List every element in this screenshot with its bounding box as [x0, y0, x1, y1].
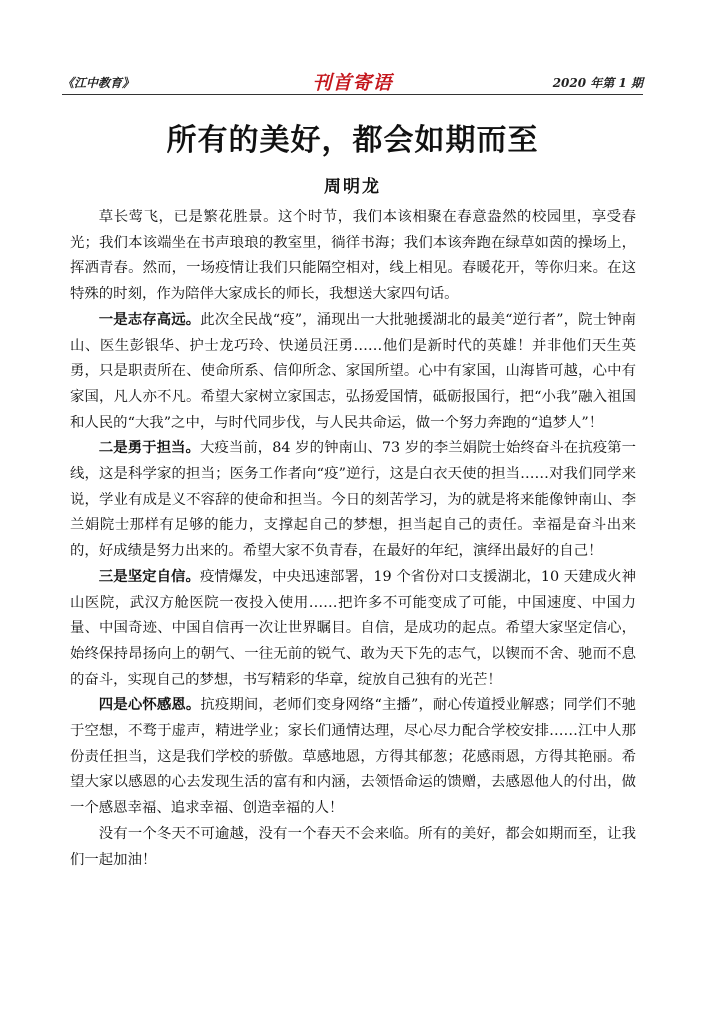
article-body: [70, 205, 636, 873]
paragraph-lead: 一是志存高远。: [98, 311, 201, 328]
column-title: 刊首寄语: [312, 72, 393, 94]
paragraph-point-4: [70, 693, 636, 822]
issue-number: 2020 年第 1 期: [552, 76, 643, 90]
paragraph-lead: 二是勇于担当。: [98, 440, 200, 457]
paragraph-text: 草长莺飞，已是繁花胜景。这个时节，我们本该相聚在春意盎然的校园里，享受春光；我们本该端坐在书声琅琅的教室里，徜徉书海；我们本该奔跑在绿草如茵的操场上，挥洒青春。然而，一场疫情让我们只能隔空相对，线上相见。春暖花开，等你归来。在这特殊的时刻，作为陪伴大家成长的师长，我想送大家四句话。: [70, 209, 636, 303]
article-title: 所有的美好，都会如期而至: [166, 123, 539, 158]
paragraph-point-3: [70, 565, 636, 694]
header-divider: [62, 94, 643, 95]
journal-name: 《江中教育》: [62, 76, 135, 90]
paragraph-text: 大疫当前，84 岁的钟南山、73 岁的李兰娟院士始终奋斗在抗疫第一线，这是科学家的担当；医务工作者向“疫”逆行，这是白衣天使的担当……对我们同学来说，学业有成是义不容辞的使命和担当。今日的刻苦学习，为的就是将来能像钟南山、李兰娟院士那样有足够的能力，支撑起自己的梦想，担当起自己的责任。幸福是奋斗出来的，好成绩是努力出来的。希望大家不负青春，在最好的年纪，演绎出最好的自己！: [70, 440, 636, 560]
paragraph-lead: 四是心怀感恩。: [98, 697, 201, 714]
paragraph-text: 抗疫期间，老师们变身网络“主播”，耐心传道授业解惑；同学们不驰于空想，不骛于虚声，精进学业；家长们通情达理，尽心尽力配合学校安排……江中人那份责任担当，这是我们学校的骄傲。草感地恩，方得其郁葱；花感雨恩，方得其艳丽。希望大家以感恩的心去发现生活的富有和内涵，去领悟命运的馈赠，去感恩他人的付出，做一个感恩幸福、追求幸福、创造幸福的人！: [70, 697, 636, 817]
paragraph-text: 没有一个冬天不可逾越，没有一个春天不会来临。所有的美好，都会如期而至，让我们一起加油！: [70, 825, 636, 868]
paragraph-intro: [70, 205, 636, 308]
paragraph-text: 疫情爆发，中央迅速部署，19 个省份对口支援湖北，10 天建成火神山医院，武汉方舱医院一夜投入使用……把许多不可能变成了可能，中国速度、中国力量、中国奇迹、中国自信再一次让世界瞩目。自信，是成功的起点。希望大家坚定信心，始终保持昂扬向上的朝气、一往无前的锐气、敢为天下先的志气，以锲而不舍、驰而不息的奋斗，实现自己的梦想，书写精彩的华章，绽放自己独有的光芒！: [70, 568, 636, 688]
paragraph-lead: 三是坚定自信。: [98, 568, 200, 585]
page-header: [62, 68, 643, 94]
article-author: 周明龙: [324, 177, 381, 197]
paragraph-text: 此次全民战“疫”，涌现出一大批驰援湖北的最美“逆行者”，院士钟南山、医生彭银华、护士龙巧玲、快递员汪勇……他们是新时代的英雄！并非他们天生英勇，只是职责所在、使命所系、信仰所念、家国所望。心中有家国，山海皆可越，心中有家国，凡人亦不凡。希望大家树立家国志，弘扬爱国情，砥砺报国行，把“小我”融入祖国和人民的“大我”之中，与时代同步伐，与人民共命运，做一个努力奔跑的“追梦人”！: [70, 311, 636, 431]
paragraph-point-2: [70, 436, 636, 565]
paragraph-closing: [70, 822, 636, 873]
paragraph-point-1: [70, 308, 636, 437]
